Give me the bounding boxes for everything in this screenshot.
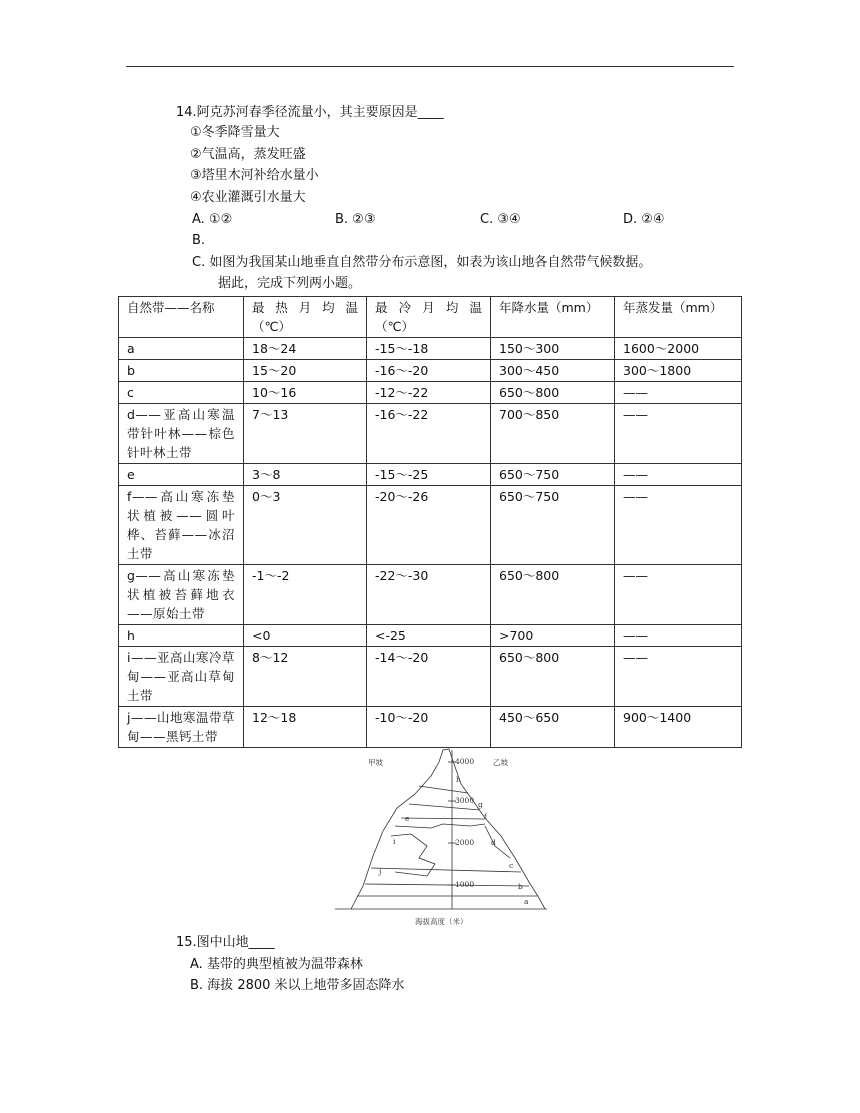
table-cell: -14～-20 <box>367 647 491 707</box>
table-cell: -20～-26 <box>367 486 491 565</box>
table-cell: >700 <box>491 625 615 647</box>
left-slope-label: 甲坡 <box>368 758 383 767</box>
table-cell: -16～-22 <box>367 404 491 464</box>
table-cell: 15～20 <box>244 360 367 382</box>
table-cell: -12～-22 <box>367 382 491 404</box>
table-cell: —— <box>615 382 742 404</box>
table-row <box>119 625 742 647</box>
climate-data-table <box>118 296 742 748</box>
q14-choice-b[interactable]: B. ②③ <box>335 212 376 227</box>
table-cell: 300～1800 <box>615 360 742 382</box>
table-cell: b <box>119 360 244 382</box>
header-warmest-month: 最 热 月 均 温（℃） <box>244 297 367 338</box>
boundary-d-c <box>485 826 510 858</box>
table-cell: <-25 <box>367 625 491 647</box>
q14-item-4: ④农业灌溉引水量大 <box>190 190 306 205</box>
header-rule <box>126 66 734 67</box>
q14-choice-d[interactable]: D. ②④ <box>623 212 665 227</box>
question-15-stem: 15.图中山地____ <box>176 935 275 950</box>
table-row <box>119 565 742 625</box>
mountain-zonation-diagram <box>335 746 547 930</box>
table-row <box>119 382 742 404</box>
material-intro: C. 如图为我国某山地垂直自然带分布示意图，如表为该山地各自然带气候数据。 <box>192 255 652 270</box>
table-row <box>119 707 742 748</box>
table-cell: 700～850 <box>491 404 615 464</box>
table-cell: —— <box>615 565 742 625</box>
table-cell: 900～1400 <box>615 707 742 748</box>
table-cell: —— <box>615 625 742 647</box>
boundary-j-c <box>371 868 521 872</box>
table-cell: 8～12 <box>244 647 367 707</box>
table-cell: —— <box>615 404 742 464</box>
table-cell: i——亚高山寒冷草甸——亚高山草甸土带 <box>119 647 244 707</box>
zone-label-h: h <box>456 775 461 784</box>
table-cell: j——山地寒温带草甸——黑钙土带 <box>119 707 244 748</box>
zone-label-a: a <box>524 897 529 906</box>
elevation-3000: 3000 <box>455 796 475 805</box>
right-slope-label: 乙坡 <box>493 758 508 767</box>
q14-choice-c[interactable]: C. ③④ <box>480 212 521 227</box>
zone-label-e: e <box>405 814 410 823</box>
table-cell: 650～800 <box>491 382 615 404</box>
table-cell: 7～13 <box>244 404 367 464</box>
elevation-4000: 4000 <box>455 757 475 766</box>
header-precipitation: 年降水量（mm） <box>491 297 615 338</box>
boundary-h-g <box>419 786 468 793</box>
zone-label-d: d <box>491 838 496 847</box>
q14-item-2: ②气温高，蒸发旺盛 <box>190 147 306 162</box>
table-cell: 150～300 <box>491 338 615 360</box>
table-cell: 12～18 <box>244 707 367 748</box>
table-cell: -1～-2 <box>244 565 367 625</box>
table-row <box>119 360 742 382</box>
table-cell: 650～800 <box>491 647 615 707</box>
table-cell: 10～16 <box>244 382 367 404</box>
question-14-stem: 14.阿克苏河春季径流量小，其主要原因是____ <box>176 105 444 120</box>
diagram-axis-label: 海拔高度（米） <box>415 917 468 926</box>
zone-label-b: b <box>518 882 523 891</box>
material-instruction: 据此，完成下列两小题。 <box>218 276 362 291</box>
table-row <box>119 338 742 360</box>
table-cell: 18～24 <box>244 338 367 360</box>
table-cell: h <box>119 625 244 647</box>
table-row <box>119 464 742 486</box>
table-cell: 300～450 <box>491 360 615 382</box>
elevation-1000: 1000 <box>455 880 475 889</box>
table-cell: 650～750 <box>491 486 615 565</box>
zone-label-i: i <box>393 837 396 846</box>
zone-label-f: f <box>484 812 487 821</box>
table-cell: 650～800 <box>491 565 615 625</box>
table-cell: e <box>119 464 244 486</box>
table-cell: g——高山寒冻垫状植被苔藓地衣——原始土带 <box>119 565 244 625</box>
table-cell: 3～8 <box>244 464 367 486</box>
table-cell: c <box>119 382 244 404</box>
table-cell: -10～-20 <box>367 707 491 748</box>
elevation-2000: 2000 <box>455 838 475 847</box>
boundary-e <box>395 824 485 828</box>
q14-item-1: ①冬季降雪量大 <box>190 125 280 140</box>
table-cell: -16～-20 <box>367 360 491 382</box>
table-cell: 650～750 <box>491 464 615 486</box>
table-cell: d——亚高山寒温带针叶林——棕色针叶林土带 <box>119 404 244 464</box>
table-cell: —— <box>615 647 742 707</box>
table-cell: -22～-30 <box>367 565 491 625</box>
zone-label-c: c <box>509 861 514 870</box>
boundary-c-b <box>365 884 529 886</box>
header-zone-name: 自然带——名称 <box>119 297 244 338</box>
table-cell: —— <box>615 486 742 565</box>
table-header-row <box>119 297 742 338</box>
q15-choice-b[interactable]: B. 海拔 2800 米以上地带多固态降水 <box>190 978 405 993</box>
table-row <box>119 647 742 707</box>
header-evaporation: 年蒸发量（mm） <box>615 297 742 338</box>
stray-b-label: B. <box>192 233 206 248</box>
table-cell: 0～3 <box>244 486 367 565</box>
q14-item-3: ③塔里木河补给水量小 <box>190 168 319 183</box>
table-row <box>119 486 742 565</box>
table-cell: f——高山寒冻垫状植被——圆叶桦、苔藓——冰沼土带 <box>119 486 244 565</box>
table-cell: 1600～2000 <box>615 338 742 360</box>
table-cell: <0 <box>244 625 367 647</box>
q14-choice-a[interactable]: A. ①② <box>192 212 233 227</box>
zone-label-j: j <box>379 867 382 876</box>
table-row <box>119 404 742 464</box>
table-cell: —— <box>615 464 742 486</box>
zone-label-g: g <box>478 800 483 809</box>
table-cell: -15～-18 <box>367 338 491 360</box>
table-cell: a <box>119 338 244 360</box>
header-coldest-month: 最 冷 月 均 温（℃） <box>367 297 491 338</box>
table-cell: 450～650 <box>491 707 615 748</box>
q15-choice-a[interactable]: A. 基带的典型植被为温带森林 <box>190 957 363 972</box>
table-cell: -15～-25 <box>367 464 491 486</box>
boundary-f-d <box>401 818 485 819</box>
